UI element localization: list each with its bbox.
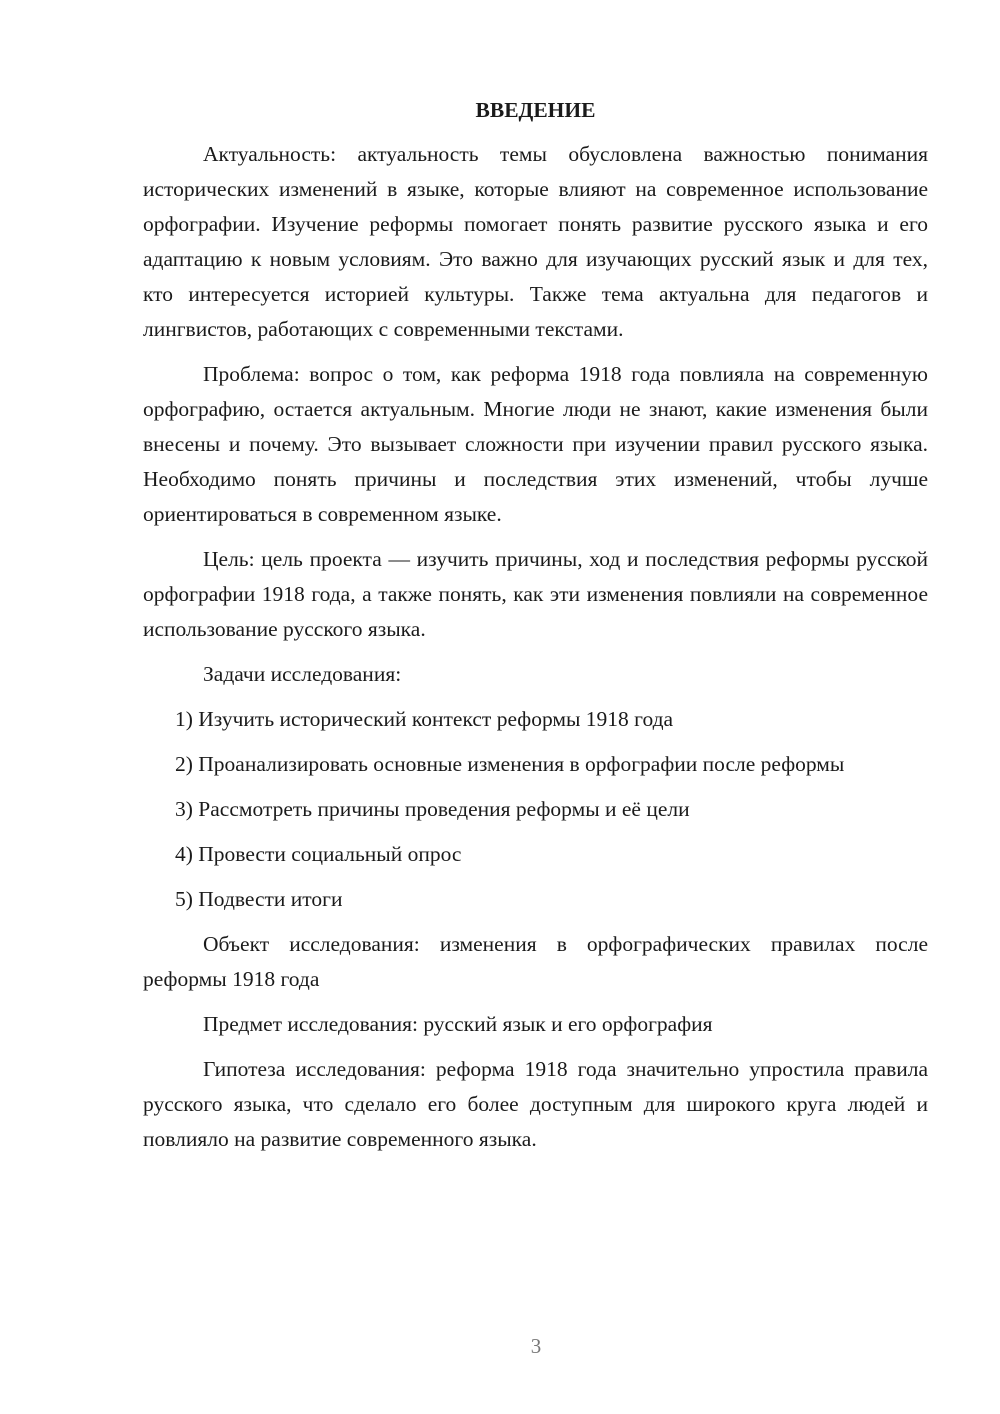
paragraph-hypothesis: Гипотеза исследования: реформа 1918 года значительно упростила правила русского языка, что сделало его более доступным для широкого круга людей и повлияло на развитие современного языка.	[143, 1057, 928, 1151]
paragraph-object: Объект исследования: изменения в орфографических правилах после реформы 1918 года	[143, 932, 928, 991]
task-item-1: 1) Изучить исторический контекст реформы 1918 года	[175, 707, 674, 731]
task-item-2: 2) Проанализировать основные изменения в орфографии после реформы	[175, 752, 845, 776]
paragraph-goal: Цель: цель проекта — изучить причины, ход и последствия реформы русской орфографии 1918 года, а также понять, как эти изменения повлияли на современное использование русского языка.	[143, 547, 928, 641]
paragraph-subject: Предмет исследования: русский язык и его орфография	[203, 1012, 713, 1036]
paragraph-relevance: Актуальность: актуальность темы обусловлена важностью понимания исторических изменений в языке, которые влияют на современное использование орфографии. Изучение реформы помогает понять развитие русского языка и его адаптацию к новым условиям. Это важно для изучающих русский язык и для тех, кто интересуется историей культуры. Также тема актуальна для педагогов и лингвистов, работающих с современными текстами.	[143, 142, 928, 341]
paragraph-problem: Проблема: вопрос о том, как реформа 1918 года повлияла на современную орфографию, остается актуальным. Многие люди не знают, какие изменения были внесены и почему. Это вызывает сложности при изучении правил русского языка. Необходимо понять причины и последствия этих изменений, чтобы лучше ориентироваться в современном языке.	[143, 362, 928, 526]
task-item-4: 4) Провести социальный опрос	[175, 842, 462, 866]
task-item-3: 3) Рассмотреть причины проведения реформы и её цели	[175, 797, 690, 821]
page-number: 3	[530, 1334, 542, 1358]
task-item-5: 5) Подвести итоги	[175, 887, 343, 911]
document-page	[143, 95, 928, 1167]
tasks-heading: Задачи исследования:	[203, 662, 402, 686]
section-title: ВВЕДЕНИЕ	[475, 98, 596, 122]
